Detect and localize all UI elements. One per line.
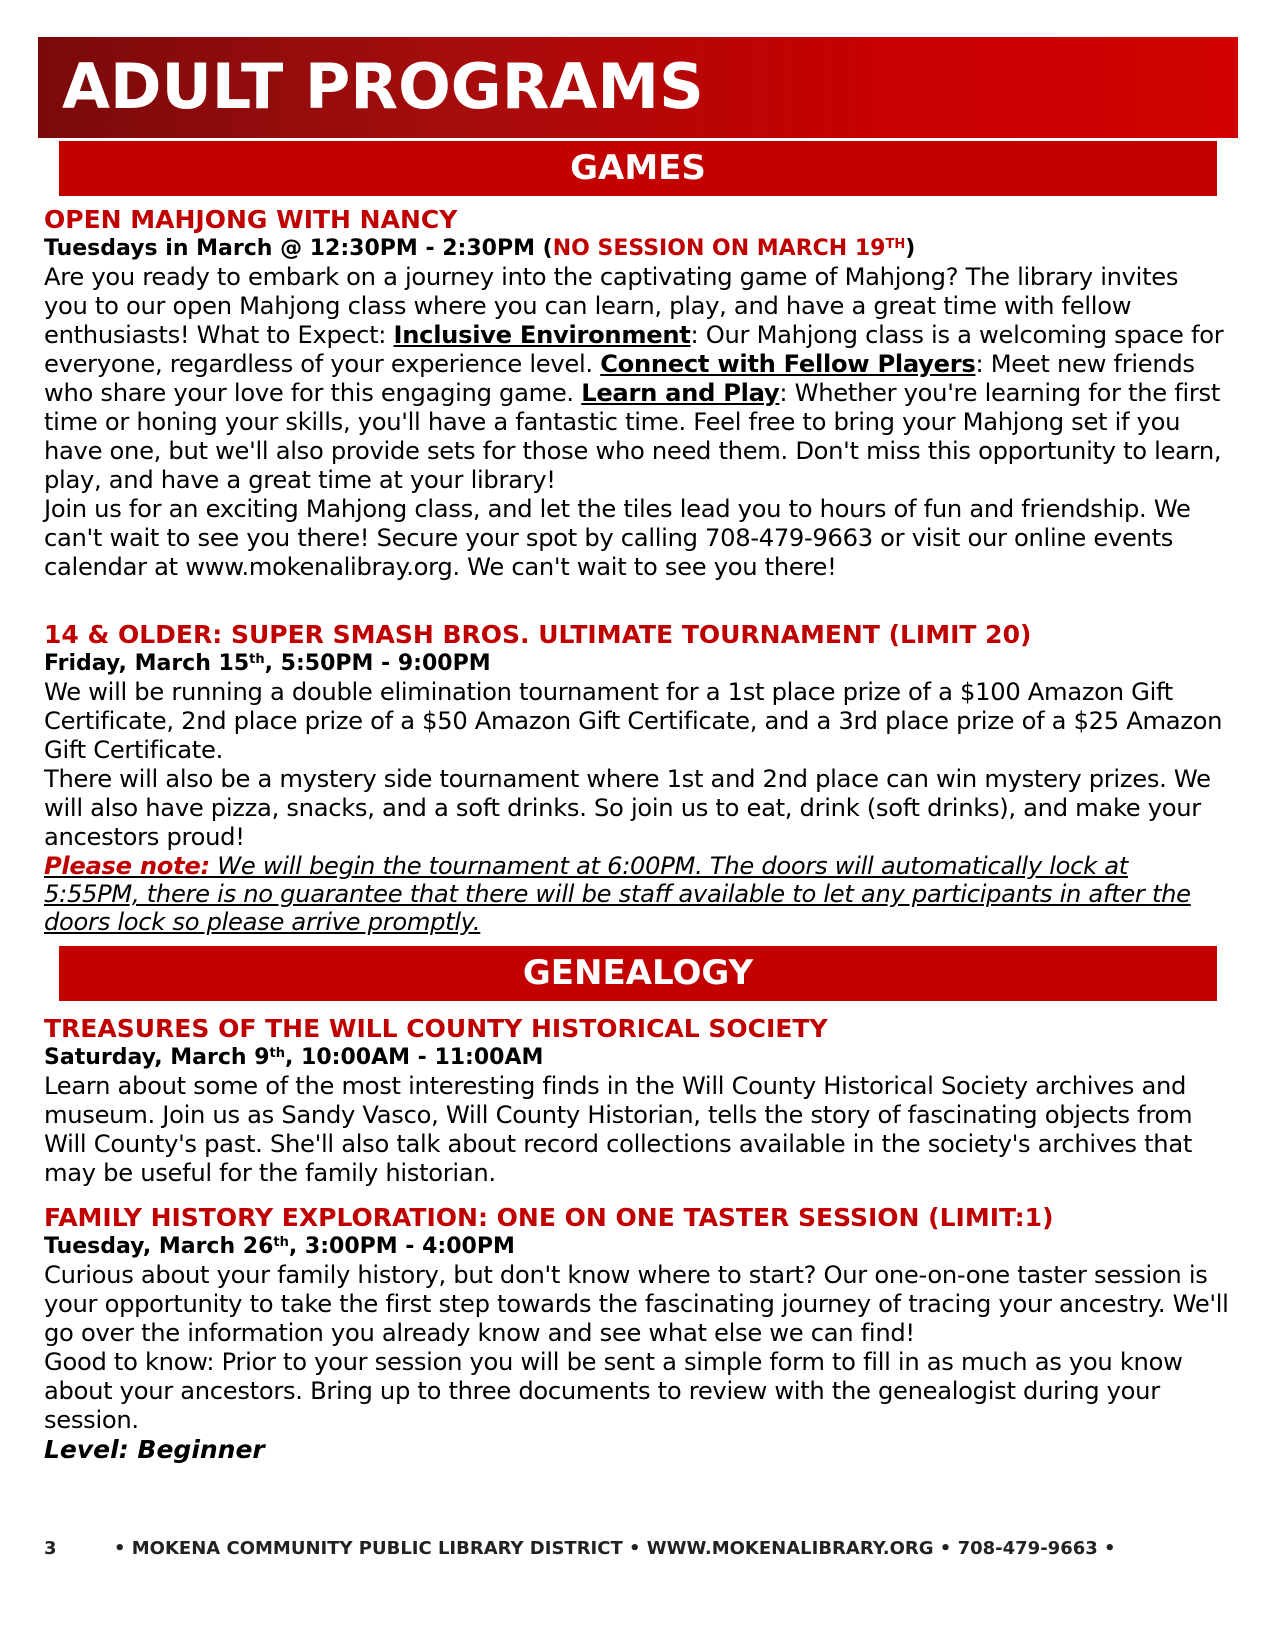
- page-footer: [44, 1538, 1234, 1559]
- footer-contact: • MOKENA COMMUNITY PUBLIC LIBRARY DISTRICT • WWW.MOKENALIBRARY.ORG • 708-479-9663 •: [114, 1538, 1116, 1559]
- event-description: Learn about some of the most interesting finds in the Will County Historical Society archives and museum. Join us as Sandy Vasco, Will County Historian, tells the story of fascinating objects from Will County's past. She'll also talk about record collections available in the society's archives that may be useful for the family historian.: [44, 1072, 1193, 1187]
- event-description-2: There will also be a mystery side tournament where 1st and 2nd place can win mystery prizes. We will also have pizza, snacks, and a soft drinks. So join us to eat, drink (soft drinks), and make your ancestors proud!: [44, 765, 1211, 851]
- event-description-2: Join us for an exciting Mahjong class, and let the tiles lead you to hours of fun and friendship. We can't wait to see you there! Secure your spot by calling 708-479-9663 or visit our online events calendar at www.mokenalibray.org. We can't wait to see you there!: [44, 495, 1191, 581]
- event-level: Level: Beginner: [44, 1435, 265, 1464]
- event-smash-bros: [44, 620, 1229, 936]
- event-title: TREASURES OF THE WILL COUNTY HISTORICAL SOCIETY: [44, 1014, 828, 1043]
- event-mahjong: [44, 205, 1229, 582]
- event-title: FAMILY HISTORY EXPLORATION: ONE ON ONE TASTER SESSION (LIMIT:1): [44, 1203, 1054, 1232]
- event-title: 14 & OLDER: SUPER SMASH BROS. ULTIMATE TOURNAMENT (LIMIT 20): [44, 620, 1032, 649]
- page-number: 3: [44, 1538, 57, 1559]
- event-schedule: Tuesdays in March @ 12:30PM - 2:30PM (NO SESSION ON MARCH 19TH): [44, 236, 916, 261]
- event-description: Curious about your family history, but don't know where to start? Our one-on-one taster session is your opportunity to take the first step towards the fascinating journey of tracing your ancestry. We'll go over the information you already know and see what else we can find!: [44, 1261, 1229, 1347]
- event-historical-society: [44, 1014, 1229, 1188]
- event-family-history: [44, 1203, 1229, 1465]
- section-header-games: GAMES: [59, 141, 1217, 196]
- event-schedule: Saturday, March 9th, 10:00AM - 11:00AM: [44, 1045, 544, 1070]
- event-schedule: Friday, March 15th, 5:50PM - 9:00PM: [44, 651, 491, 676]
- page-header-banner: [38, 37, 1238, 138]
- event-description-2: Good to know: Prior to your session you will be sent a simple form to fill in as much as you know about your ancestors. Bring up to three documents to review with the genealogist during your session.: [44, 1348, 1183, 1434]
- event-note: Please note: We will begin the tournament at 6:00PM. The doors will automatically lock at 5:55PM, there is no guarantee that there will be staff available to let any participants in after the doors lock so please arrive promptly.: [44, 852, 1191, 936]
- event-title: OPEN MAHJONG WITH NANCY: [44, 205, 458, 234]
- section-header-genealogy: GENEALOGY: [59, 946, 1217, 1001]
- event-description: Are you ready to embark on a journey into the captivating game of Mahjong? The library invites you to our open Mahjong class where you can learn, play, and have a great time with fellow enthusiasts! What to Expect: Inclusive Environment: Our Mahjong class is a welcoming space for everyone, regardless of your experience level. Connect with Fellow Players: Meet new friends who share your love for this engaging game. Learn and Play: Whether you're learning for the first time or honing your skills, you'll have a fantastic time. Feel free to bring your Mahjong set if you have one, but we'll also provide sets for those who need them. Don't miss this opportunity to learn, play, and have a great time at your library!: [44, 263, 1224, 494]
- page-title: ADULT PROGRAMS: [62, 50, 704, 123]
- event-description: We will be running a double elimination tournament for a 1st place prize of a $100 Amazon Gift Certificate, 2nd place prize of a $50 Amazon Gift Certificate, and a 3rd place prize of a $25 Amazon Gift Certificate.: [44, 678, 1223, 764]
- event-schedule: Tuesday, March 26th, 3:00PM - 4:00PM: [44, 1234, 515, 1259]
